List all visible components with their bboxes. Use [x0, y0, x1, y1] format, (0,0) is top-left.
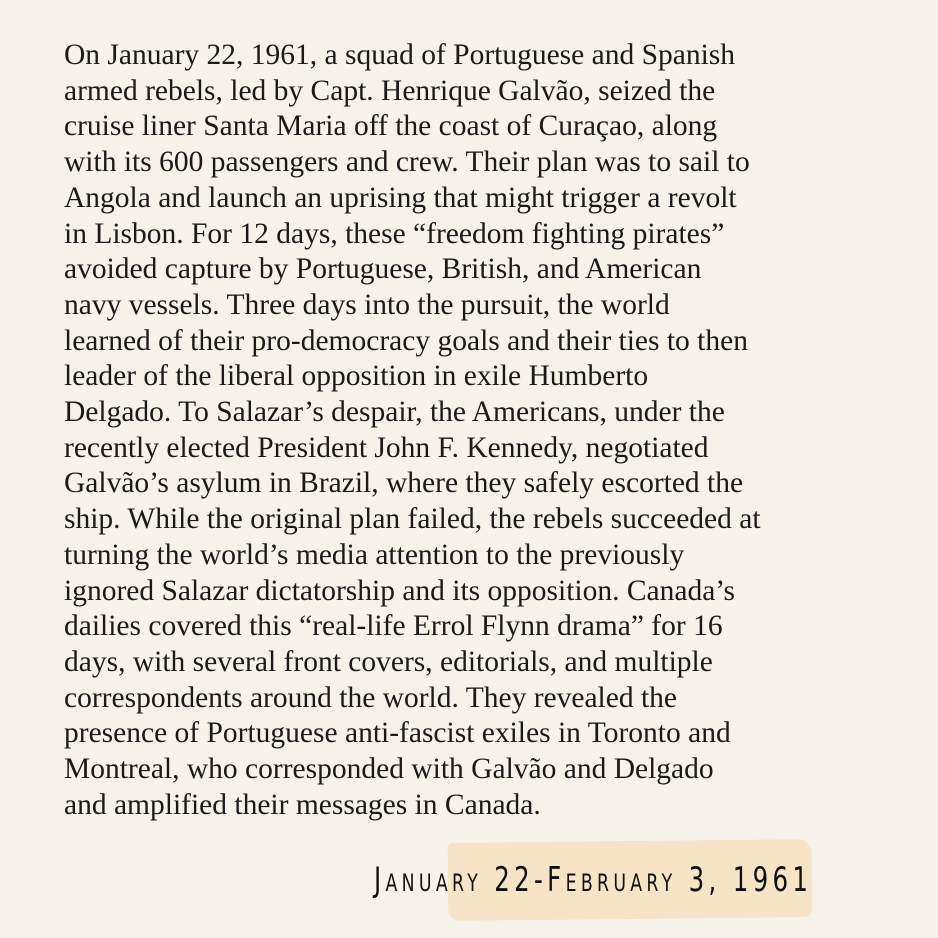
- body-line: leader of the liberal opposition in exile Humberto: [64, 360, 649, 393]
- body-paragraph: [64, 38, 884, 823]
- body-line: recently elected President John F. Kennedy, negotiated: [64, 431, 709, 464]
- body-line: On January 22, 1961, a squad of Portuguese and Spanish: [64, 39, 736, 71]
- body-line: learned of their pro-democracy goals and their ties to then: [64, 324, 748, 357]
- body-line: ignored Salazar dictatorship and its opposition. Canada’s: [64, 574, 735, 607]
- body-line: dailies covered this “real-life Errol Flynn drama” for 16: [64, 610, 723, 643]
- body-line: avoided capture by Portuguese, British, and American: [64, 253, 702, 286]
- body-line: Delgado. To Salazar’s despair, the Americans, under the: [64, 396, 725, 429]
- body-line: armed rebels, led by Capt. Henrique Galvão, seized the: [64, 74, 716, 107]
- body-line: navy vessels. Three days into the pursuit, the world: [64, 288, 670, 321]
- date-caption: January 22-February 3, 1961: [374, 860, 813, 900]
- body-line: Galvão’s asylum in Brazil, where they safely escorted the: [64, 467, 744, 500]
- body-line: Montreal, who corresponded with Galvão and Delgado: [64, 753, 714, 786]
- body-line: Angola and launch an uprising that might trigger a revolt: [64, 181, 737, 214]
- body-line: in Lisbon. For 12 days, these “freedom fighting pirates”: [64, 217, 725, 250]
- body-line: and amplified their messages in Canada.: [64, 788, 541, 821]
- body-line: with its 600 passengers and crew. Their plan was to sail to: [64, 146, 750, 179]
- body-line: cruise liner Santa Maria off the coast of Curaçao, along: [64, 110, 718, 143]
- body-line: correspondents around the world. They revealed the: [64, 681, 678, 714]
- body-line: presence of Portuguese anti-fascist exiles in Toronto and: [64, 717, 731, 750]
- body-line: ship. While the original plan failed, the rebels succeeded at: [64, 503, 761, 536]
- body-line: turning the world’s media attention to the previously: [64, 538, 685, 571]
- body-line: days, with several front covers, editorials, and multiple: [64, 645, 713, 678]
